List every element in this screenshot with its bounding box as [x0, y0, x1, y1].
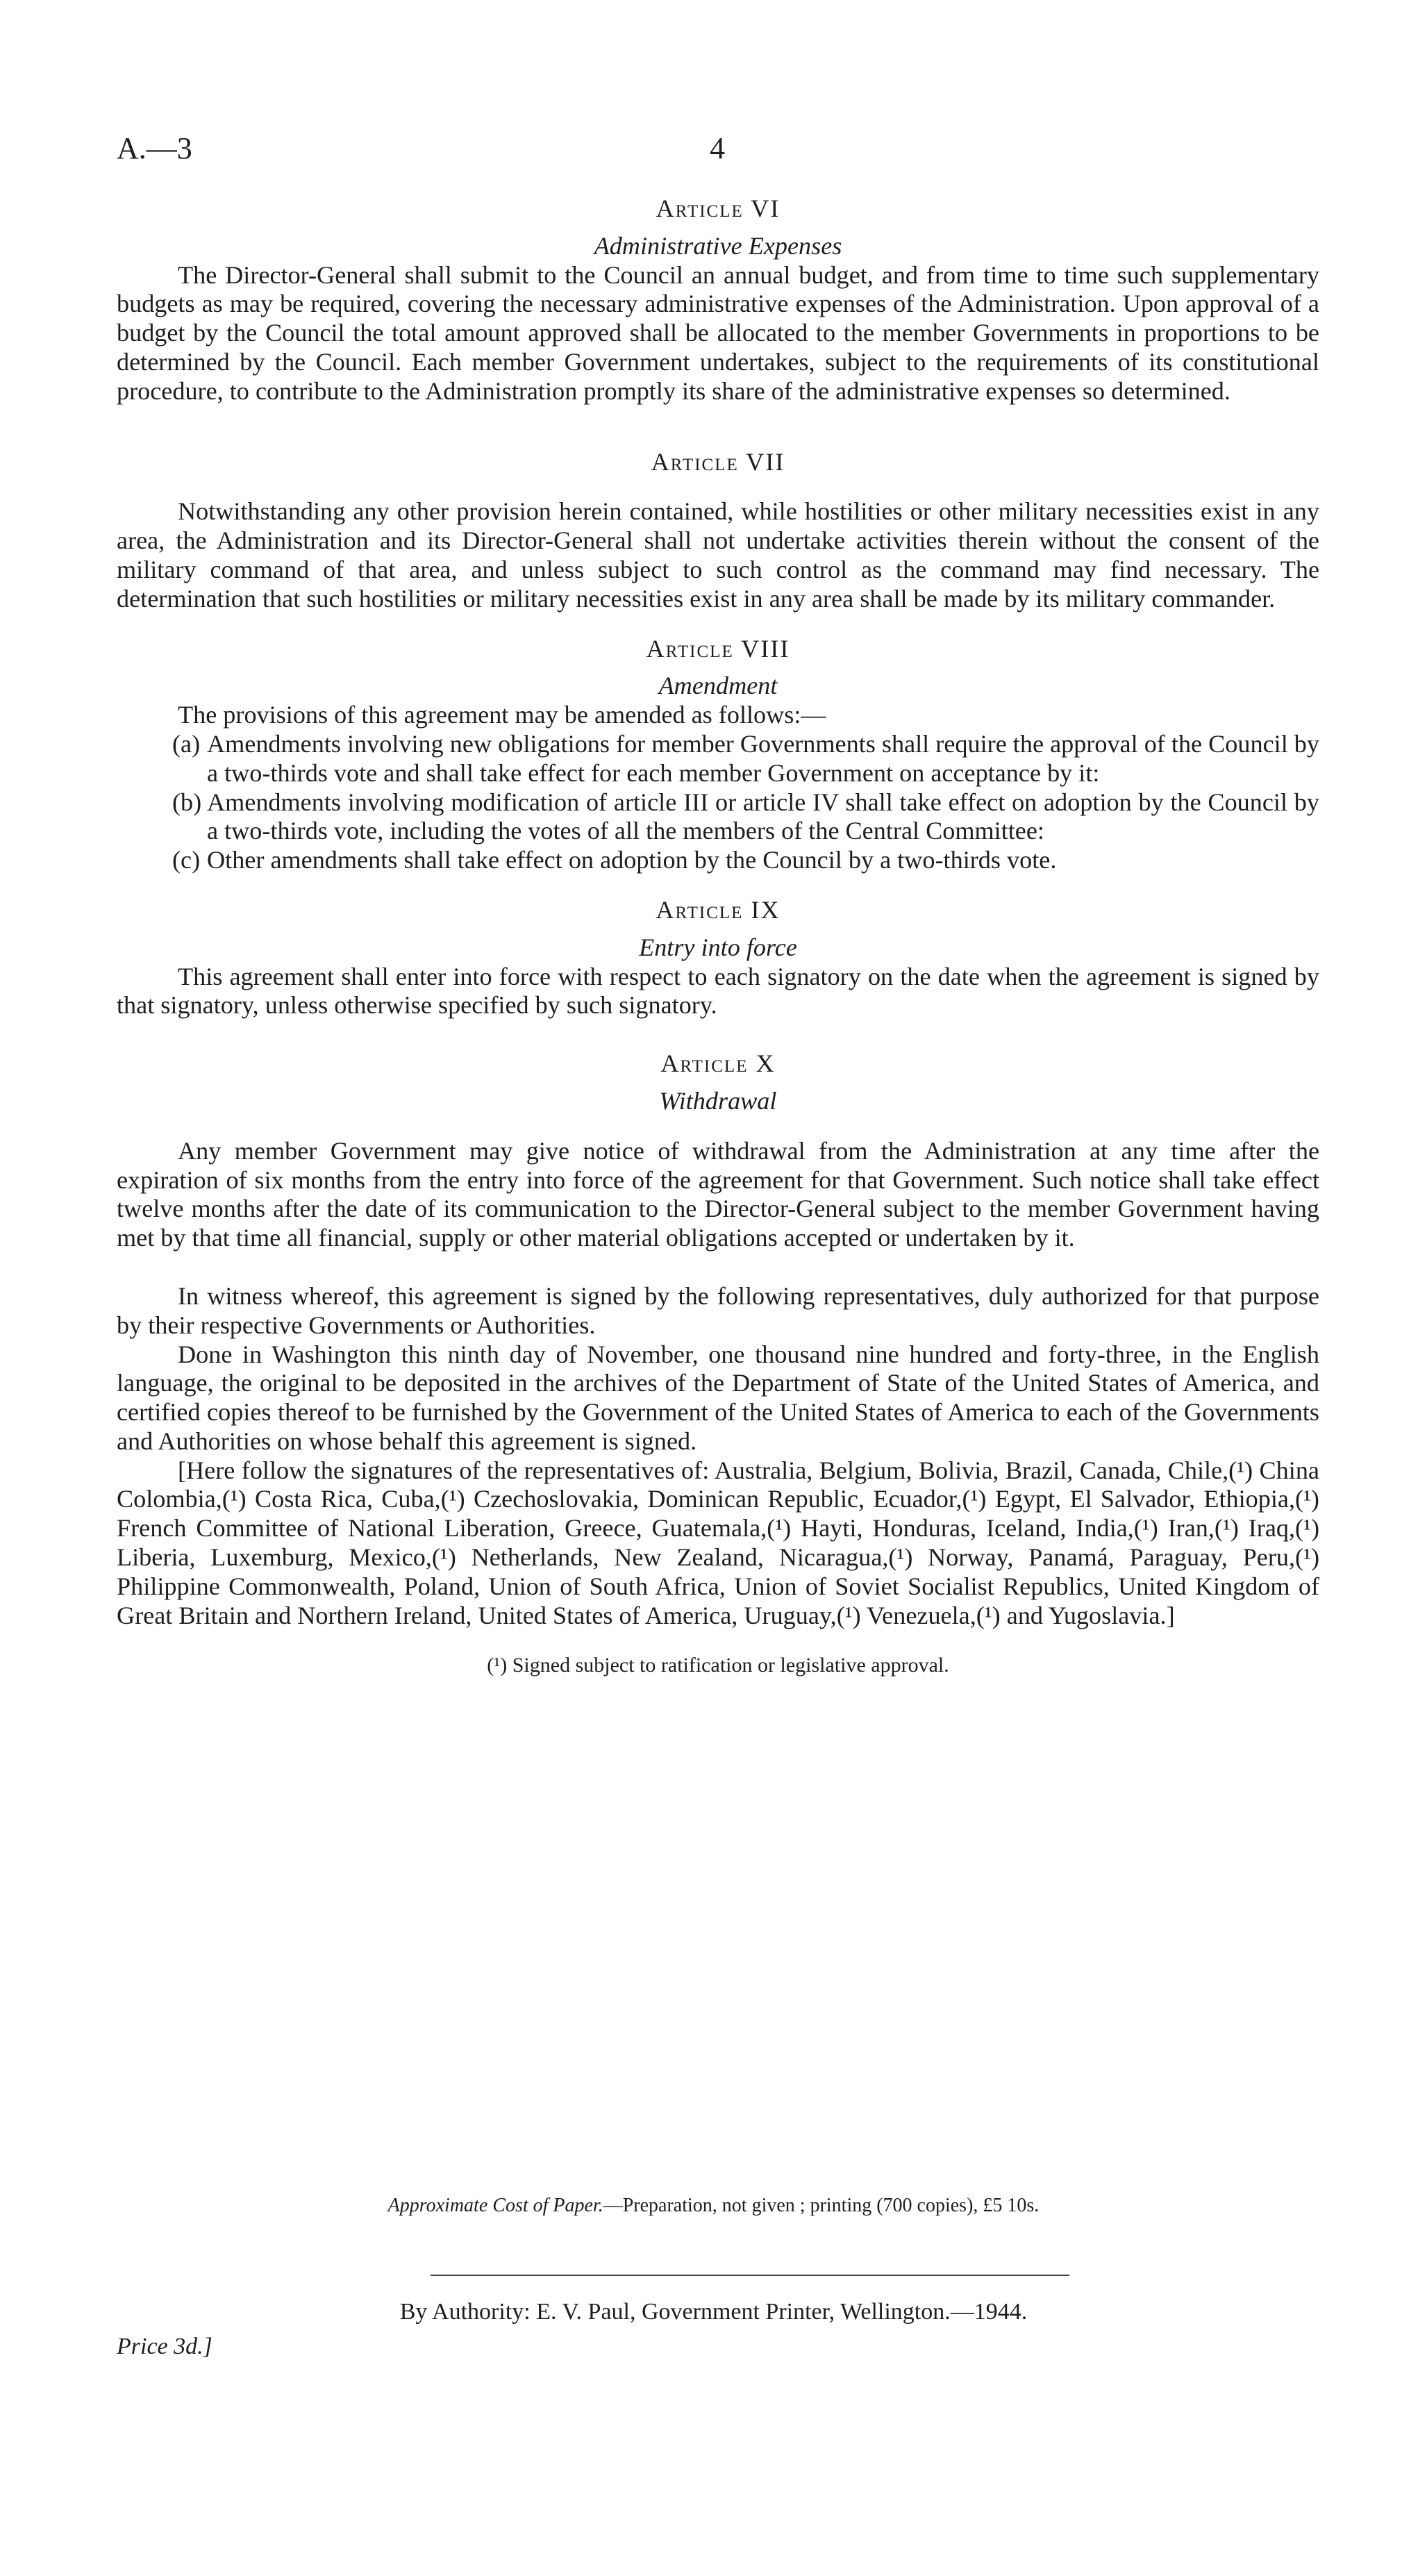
cost-of-paper-note — [0, 2195, 1427, 2217]
amendment-text-c: Other amendments shall take effect on adoption by the Council by a two-thirds vote. — [207, 846, 1057, 874]
page-reference: A.—3 — [117, 131, 192, 165]
article-6-heading: Article VI — [656, 194, 781, 222]
article-7-heading: Article VII — [651, 447, 785, 476]
cost-text: —Preparation, not given ; printing (700 copies), £5 10s. — [603, 2195, 1040, 2216]
document-body — [117, 194, 1319, 1701]
footer-divider — [431, 2275, 1069, 2276]
article-9-heading: Article IX — [656, 895, 781, 924]
article-9-subheading: Entry into force — [639, 933, 797, 961]
amendment-item-a — [117, 730, 1319, 788]
amendment-label-a: (a) — [172, 729, 201, 758]
article-8-intro: The provisions of this agreement may be amended as follows:— — [178, 701, 826, 729]
witness-clause: In witness whereof, this agreement is signed by the following representatives, duly authorized for that purpose by their respective Governments or Authorities. — [117, 1281, 1319, 1339]
page-number: 4 — [710, 131, 725, 165]
article-10-heading: Article X — [660, 1049, 776, 1078]
amendment-label-c: (c) — [172, 846, 201, 874]
article-10-text: Any member Government may give notice of withdrawal from the Administration at any time after the expiration of six months from the entry into force of the agreement for that Government. Such notice shall take effect twelve months after the date of its communication to the Director-General subject to the member Government having met by that time all financial, supply or other material obligations accepted or undertaken by it. — [117, 1136, 1319, 1252]
article-9-text: This agreement shall enter into force with respect to each signatory on the date when the agreement is signed by that signatory, unless otherwise specified by such signatory. — [117, 962, 1319, 1020]
done-clause: Done in Washington this ninth day of November, one thousand nine hundred and forty-three, in the English language, the original to be deposited in the archives of the Department of State of the United States of America, and certified copies thereof to be furnished by the Government of the United States of America to each of the Governments and Authorities on whose behalf this agreement is signed. — [117, 1340, 1319, 1455]
article-10-subheading: Withdrawal — [659, 1086, 777, 1115]
cost-label: Approximate Cost of Paper. — [387, 2195, 603, 2216]
amendment-text-b: Amendments involving modification of article III or article IV shall take effect on adoption by the Council by a two-thirds vote, including the votes of all the members of the Central Committee: — [207, 788, 1319, 845]
article-8-subheading: Amendment — [658, 672, 778, 700]
price: Price 3d.] — [117, 2334, 212, 2359]
article-8-heading: Article VIII — [646, 634, 790, 663]
article-6-text: The Director-General shall submit to the Council an annual budget, and from time to time such supplementary budgets as may be required, covering the necessary administrative expenses of the Administration. Upon approval of a budget by the Council the total amount approved shall be allocated to the member Governments in proportions to be determined by the Council. Each member Government undertakes, subject to the requirements of its constitutional procedure, to contribute to the Administration promptly its share of the administrative expenses so determined. — [117, 260, 1319, 405]
article-6-subheading: Administrative Expenses — [594, 231, 842, 260]
amendment-label-b: (b) — [172, 788, 202, 816]
signatories-list: [Here follow the signatures of the representatives of: Australia, Belgium, Bolivia, Brazil, Canada, Chile,(¹) China Colombia,(¹) Costa Rica, Cuba,(¹) Czechoslovakia, Dominican Republic, Ecuador,(¹) Egypt, El Salvador, Ethiopia,(¹) French Committee of National Liberation, Greece, Guatemala,(¹) Hayti, Honduras, Iceland, India,(¹) Iran,(¹) Iraq,(¹) Liberia, Luxemburg, Mexico,(¹) Netherlands, New Zealand, Nicaragua,(¹) Norway, Panamá, Paraguay, Peru,(¹) Philippine Commonwealth, Poland, Union of South Africa, Union of Soviet Socialist Republics, United Kingdom of Great Britain and Northern Ireland, United States of America, Uruguay,(¹) Venezuela,(¹) and Yugoslavia.] — [117, 1456, 1319, 1629]
amendment-item-b — [117, 788, 1319, 847]
amendment-item-c — [117, 846, 1319, 875]
printer-authority: By Authority: E. V. Paul, Government Printer, Wellington.—1944. — [399, 2299, 1028, 2325]
article-7-text: Notwithstanding any other provision herein contained, while hostilities or other military necessities exist in any area, the Administration and its Director-General shall not undertake activities therein without the consent of the military command of that area, and unless subject to such control as the command may find necessary. The determination that such hostilities or military necessities exist in any area shall be made by its military commander. — [117, 497, 1319, 613]
ratification-footnote: (¹) Signed subject to ratification or legislative approval. — [487, 1654, 949, 1677]
amendment-text-a: Amendments involving new obligations for member Governments shall require the approval of the Council by a two-thirds vote and shall take effect for each member Government on acceptance by it: — [207, 729, 1319, 787]
